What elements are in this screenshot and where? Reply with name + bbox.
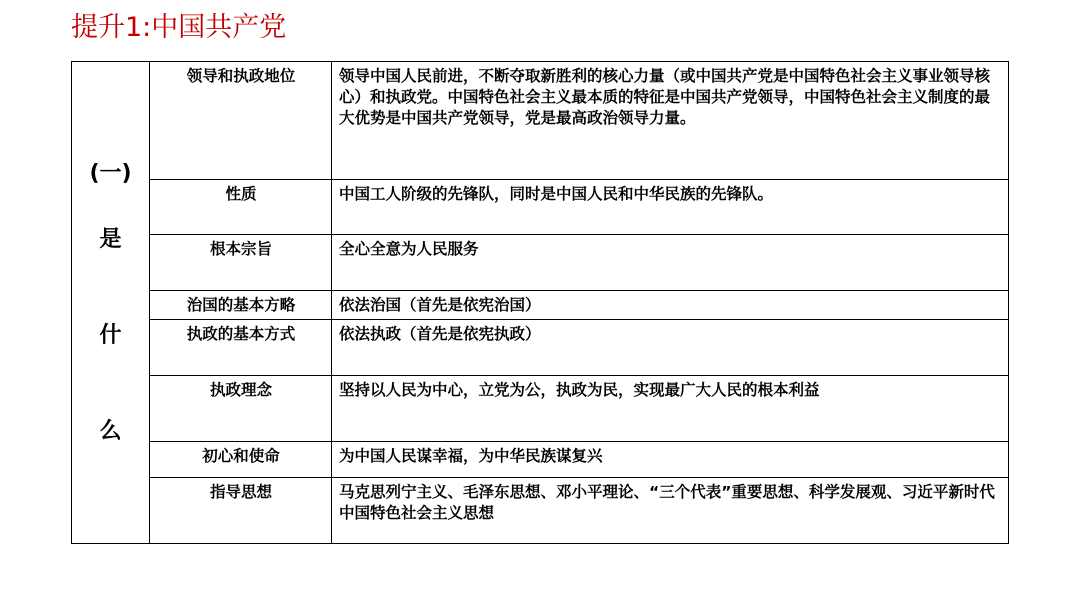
table-row: [72, 180, 1009, 235]
aspect-cell: 执政的基本方式: [150, 320, 332, 376]
content-cell: 依法执政（首先是依宪执政）: [332, 320, 1009, 376]
page-title: 提升1:中国共产党: [71, 12, 287, 43]
table-row: [72, 376, 1009, 442]
table-row: [72, 235, 1009, 291]
aspect-cell: 根本宗旨: [150, 235, 332, 291]
side-label-char: 什: [99, 322, 122, 348]
table-row: [72, 320, 1009, 376]
aspect-cell: 治国的基本方略: [150, 291, 332, 320]
summary-table: [71, 61, 1009, 544]
content-cell: 坚持以人民为中心，立党为公，执政为民，实现最广大人民的根本利益: [332, 376, 1009, 442]
aspect-cell: 初心和使命: [150, 442, 332, 478]
side-label-char: 是: [99, 226, 122, 252]
content-cell: 马克思列宁主义、毛泽东思想、邓小平理论、“三个代表”重要思想、科学发展观、习近平新时代中国特色社会主义思想: [332, 478, 1009, 544]
side-label-char: 么: [99, 418, 122, 444]
content-cell: 领导中国人民前进，不断夺取新胜利的核心力量（或中国共产党是中国特色社会主义事业领导核心）和执政党。中国特色社会主义最本质的特征是中国共产党领导，中国特色社会主义制度的最大优势是中国共产党领导，党是最高政治领导力量。: [332, 62, 1009, 180]
content-cell: 为中国人民谋幸福，为中华民族谋复兴: [332, 442, 1009, 478]
side-label-char: (一): [89, 160, 132, 186]
content-cell: 全心全意为人民服务: [332, 235, 1009, 291]
table-row: [72, 442, 1009, 478]
table-row: [72, 62, 1009, 180]
aspect-cell: 执政理念: [150, 376, 332, 442]
table-row: [72, 291, 1009, 320]
aspect-cell: 领导和执政地位: [150, 62, 332, 180]
side-label-cell: [72, 62, 150, 544]
aspect-cell: 性质: [150, 180, 332, 235]
content-cell: 中国工人阶级的先锋队，同时是中国人民和中华民族的先锋队。: [332, 180, 1009, 235]
aspect-cell: 指导思想: [150, 478, 332, 544]
table-row: [72, 478, 1009, 544]
content-cell: 依法治国（首先是依宪治国）: [332, 291, 1009, 320]
